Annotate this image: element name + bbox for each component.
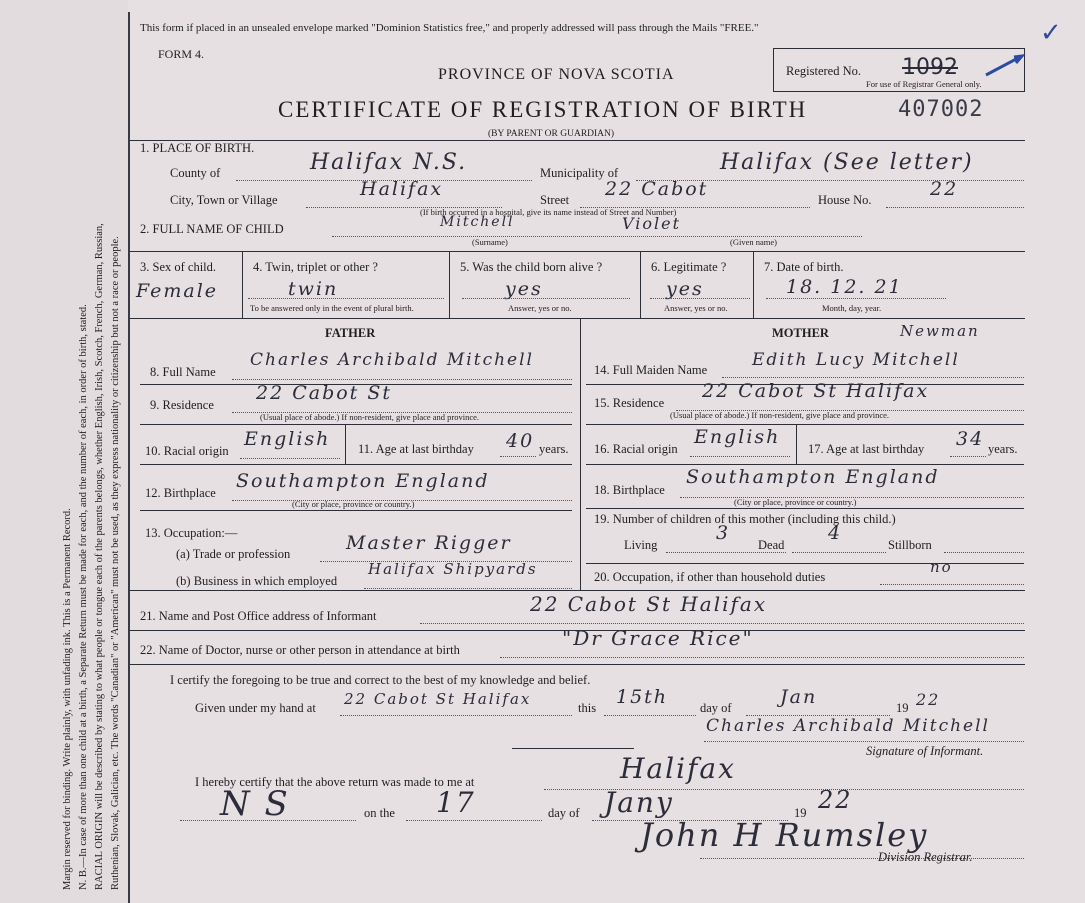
- father-age-label: 11. Age at last birthday: [358, 442, 474, 456]
- informant-label: 21. Name and Post Office address of Informant: [140, 609, 377, 623]
- certificate-title: CERTIFICATE OF REGISTRATION OF BIRTH: [278, 97, 808, 122]
- cert-year-prefix: 19: [896, 701, 909, 715]
- legitimate-note: Answer, yes or no.: [664, 303, 728, 313]
- informant-value: 22 Cabot St Halifax: [530, 592, 768, 616]
- city-value: Halifax: [360, 178, 444, 200]
- registrar-year-value: 22: [818, 786, 853, 814]
- mail-notice: This form if placed in an unsealed envelope marked "Dominion Statistics free," and properly addressed will pass through the Mails "FREE.": [140, 22, 759, 34]
- father-residence-note: (Usual place of abode.) If non-resident, give place and province.: [260, 412, 480, 422]
- registrar-on-label: on the: [364, 806, 395, 820]
- field-line: [340, 715, 572, 716]
- divider: [796, 424, 797, 464]
- mother-residence-label: 15. Residence: [594, 396, 665, 410]
- living-value: 3: [716, 522, 731, 544]
- field-line: [944, 552, 1024, 553]
- cert-day-value: 15th: [616, 686, 669, 708]
- field-line: [766, 298, 946, 299]
- city-label: City, Town or Village: [170, 193, 278, 207]
- mother-name-label: 14. Full Maiden Name: [594, 363, 708, 377]
- doctor-value: "Dr Grace Rice": [562, 626, 754, 650]
- street-value: 22 Cabot: [605, 178, 709, 200]
- field-line: [364, 588, 572, 589]
- place-of-birth-label: 1. PLACE OF BIRTH.: [140, 141, 255, 155]
- division-registrar-caption: Division Registrar.: [878, 850, 973, 864]
- registrar-signature: John H Rumsley: [640, 816, 929, 854]
- registrar-only-note: For use of Registrar General only.: [866, 79, 982, 89]
- field-line: [700, 858, 1024, 859]
- sex-label: 3. Sex of child.: [140, 260, 217, 274]
- rule: [586, 563, 1024, 564]
- blue-check-icon: ✓: [1040, 18, 1062, 48]
- mother-age-label: 17. Age at last birthday: [808, 442, 925, 456]
- field-line: [500, 657, 1024, 658]
- registrar-province-value: N S: [220, 784, 290, 824]
- rule: [586, 464, 1024, 465]
- rule: [586, 508, 1024, 509]
- stillborn-label: Stillborn: [888, 538, 932, 552]
- mother-name-value: Edith Lucy Mitchell: [752, 350, 960, 370]
- field-line: [406, 820, 542, 821]
- given-label: Given under my hand at: [195, 701, 316, 715]
- margin-note-1: Margin reserved for binding. Write plainly, with unfading ink. This is a Permanent Record.: [62, 508, 73, 890]
- cert-month-value: Jan: [780, 686, 818, 708]
- birth-date-label: 7. Date of birth.: [764, 260, 844, 274]
- registered-number: 1092: [902, 55, 958, 80]
- registered-label: Registered No.: [786, 64, 861, 78]
- province-title: PROVINCE OF NOVA SCOTIA: [438, 66, 675, 83]
- field-line: [248, 298, 444, 299]
- father-age-value: 40: [506, 430, 535, 452]
- father-occupation-label: 13. Occupation:—: [145, 526, 238, 540]
- father-birthplace-label: 12. Birthplace: [145, 486, 216, 500]
- birth-date-value: 18. 12. 21: [786, 276, 903, 298]
- municipality-value: Halifax (See letter): [720, 150, 974, 175]
- margin-note-2: N. B.—In case of more than one child at a birth, a Separate Return must be made for each, and the number of each, in order of birth, stated.: [78, 304, 89, 890]
- child-given-value: Violet: [622, 214, 682, 233]
- dead-label: Dead: [758, 538, 785, 552]
- margin-note-3: RACIAL ORIGIN will be described by stating to what people or tongue each of the parents belongs, whether English, Irish, Scotch, French, German, Russian,: [94, 223, 105, 890]
- house-no-value: 22: [930, 178, 959, 200]
- hospital-note: (If birth occurred in a hospital, give its name instead of Street and Number): [420, 207, 677, 217]
- father-birthplace-value: Southampton England: [236, 470, 490, 492]
- divider: [345, 424, 346, 464]
- rule: [130, 318, 1025, 319]
- registrar-place-value: Halifax: [620, 752, 736, 785]
- parents-divider: [580, 318, 581, 590]
- certification-text: I certify the foregoing to be true and correct to the best of my knowledge and belief.: [170, 673, 591, 687]
- form-number: FORM 4.: [158, 47, 205, 61]
- margin-note-4: Ruthenian, Slovak, Galician, etc. The words "Canadian" or "American" must not be used, as they express nationality or citizenship but not a race or people.: [110, 236, 121, 890]
- field-line: [886, 207, 1024, 208]
- field-line: [690, 456, 790, 457]
- child-name-label: 2. FULL NAME OF CHILD: [140, 222, 284, 236]
- field-line: [650, 298, 750, 299]
- divider: [640, 252, 641, 318]
- field-line: [722, 377, 1024, 378]
- binding-margin: [0, 0, 128, 903]
- mother-birthplace-value: Southampton England: [686, 466, 940, 488]
- registrar-dayof-label: day of: [548, 806, 580, 820]
- mother-occupation-label: 20. Occupation, if other than household duties: [594, 570, 826, 584]
- mother-header: MOTHER: [772, 326, 829, 340]
- divider: [242, 252, 243, 318]
- divider: [449, 252, 450, 318]
- this-label: this: [578, 701, 597, 715]
- mother-birthplace-note: (City or place, province or country.): [734, 497, 857, 507]
- mother-race-label: 16. Racial origin: [594, 442, 678, 456]
- mother-birthplace-label: 18. Birthplace: [594, 483, 665, 497]
- twin-label: 4. Twin, triplet or other ?: [253, 260, 378, 274]
- informant-signature: Charles Archibald Mitchell: [706, 716, 990, 736]
- rule: [130, 664, 1025, 665]
- field-line: [462, 298, 630, 299]
- mother-residence-value: 22 Cabot St Halifax: [702, 380, 930, 402]
- field-line: [420, 623, 1024, 624]
- field-line: [604, 715, 696, 716]
- stamp-number: 407002: [898, 97, 984, 122]
- field-line: [232, 379, 572, 380]
- field-line: [332, 236, 862, 237]
- registrar-year-prefix: 19: [794, 806, 807, 820]
- field-line: [704, 741, 1024, 742]
- field-line: [950, 456, 986, 457]
- mother-age-value: 34: [956, 428, 985, 450]
- rule: [140, 510, 572, 511]
- rule: [140, 464, 572, 465]
- business-label: (b) Business in which employed: [176, 574, 338, 588]
- dead-value: 4: [828, 522, 843, 544]
- registry-tick-mark: [984, 53, 1028, 83]
- given-caption: (Given name): [730, 237, 777, 247]
- father-name-label: 8. Full Name: [150, 365, 216, 379]
- county-label: County of: [170, 166, 221, 180]
- children-count-label: 19. Number of children of this mother (including this child.): [594, 512, 896, 526]
- father-age-unit: years.: [539, 442, 569, 456]
- birth-date-note: Month, day, year.: [822, 303, 882, 313]
- child-surname-value: Mitchell: [440, 214, 515, 230]
- mother-maiden-extra: Newman: [900, 322, 980, 340]
- field-line: [500, 456, 536, 457]
- mother-race-value: English: [694, 426, 781, 448]
- municipality-label: Municipality of: [540, 166, 619, 180]
- house-no-label: House No.: [818, 193, 872, 207]
- father-race-value: English: [244, 428, 331, 450]
- father-residence-label: 9. Residence: [150, 398, 214, 412]
- registrar-day-value: 17: [436, 786, 476, 819]
- rule: [586, 424, 1024, 425]
- given-place-value: 22 Cabot St Halifax: [344, 690, 532, 708]
- father-race-label: 10. Racial origin: [145, 444, 229, 458]
- rule: [130, 590, 1025, 591]
- trade-value: Master Rigger: [346, 532, 512, 554]
- father-birthplace-note: (City or place, province or country.): [292, 499, 415, 509]
- father-name-value: Charles Archibald Mitchell: [250, 350, 534, 370]
- doctor-label: 22. Name of Doctor, nurse or other person in attendance at birth: [140, 643, 460, 657]
- legitimate-label: 6. Legitimate ?: [651, 260, 727, 274]
- living-label: Living: [624, 538, 658, 552]
- father-header: FATHER: [325, 326, 376, 340]
- field-line: [880, 584, 1024, 585]
- county-value: Halifax N.S.: [310, 150, 468, 175]
- registrar-cert-text: I hereby certify that the above return was made to me at: [195, 775, 475, 789]
- twin-note: To be answered only in the event of plural birth.: [250, 303, 414, 313]
- mother-age-unit: years.: [988, 442, 1018, 456]
- twin-value: twin: [288, 278, 339, 300]
- business-value: Halifax Shipyards: [368, 560, 538, 578]
- rule: [130, 140, 1025, 141]
- surname-caption: (Surname): [472, 237, 508, 247]
- rule: [140, 424, 572, 425]
- father-residence-value: 22 Cabot St: [256, 382, 393, 404]
- field-line: [792, 552, 886, 553]
- margin-rule: [128, 12, 130, 903]
- divider: [753, 252, 754, 318]
- alive-value: yes: [505, 278, 543, 300]
- field-line: [240, 458, 340, 459]
- informant-signature-caption: Signature of Informant.: [866, 744, 984, 758]
- mother-occupation-value: no: [930, 558, 953, 576]
- alive-note: Answer, yes or no.: [508, 303, 572, 313]
- street-label: Street: [540, 193, 570, 207]
- cert-year-value: 22: [916, 690, 941, 709]
- rule: [130, 251, 1025, 252]
- sex-value: Female: [136, 280, 219, 302]
- registration-box: [773, 48, 1025, 92]
- mother-residence-note: (Usual place of abode.) If non-resident, give place and province.: [670, 410, 890, 420]
- rule: [512, 748, 634, 749]
- registrar-month-value: Jany: [604, 786, 674, 819]
- cert-dayof-label: day of: [700, 701, 732, 715]
- legitimate-value: yes: [666, 278, 704, 300]
- trade-label: (a) Trade or profession: [176, 547, 291, 561]
- certificate-subtitle: (BY PARENT OR GUARDIAN): [488, 129, 615, 139]
- alive-label: 5. Was the child born alive ?: [460, 260, 603, 274]
